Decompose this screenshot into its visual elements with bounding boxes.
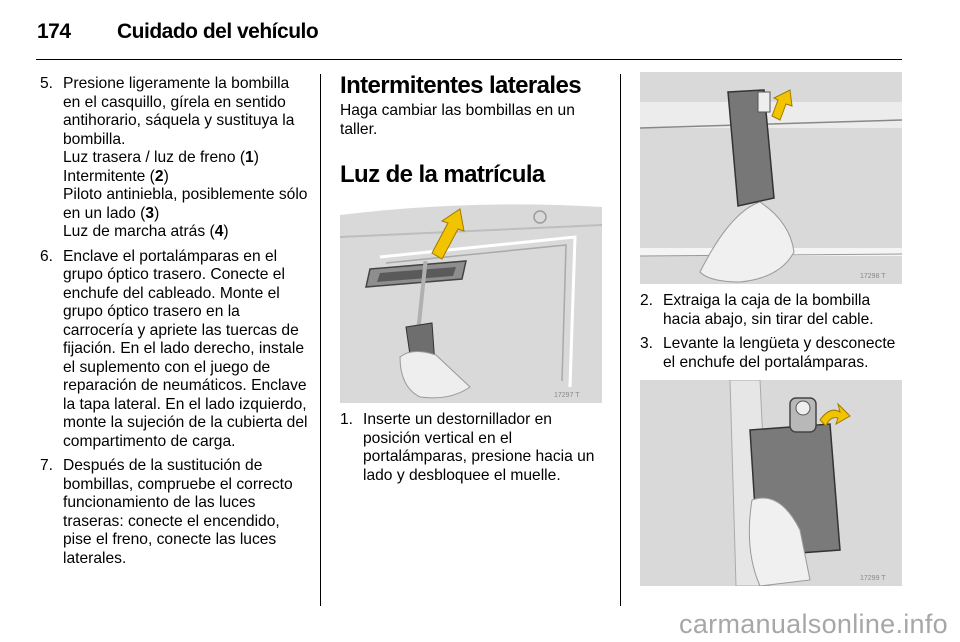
- step-text: Enclave el portalámparas en el grupo óptico trasero. Conecte el enchufe del cableado. Monte el grupo óptico trasero en la carrocería y apriete las tuercas de fijación. En el lado derecho, instale el suplemento con el juego de reparación de neumáticos. Enclave la tapa lateral. En el lado izquierdo, monte la sujeción de la cubierta del compartimento de carga.: [63, 247, 308, 450]
- step-text: Presione ligeramente la bombilla en el casquillo, gírela en sentido antihorario, sáquela y sustituya la bombilla.: [63, 75, 295, 148]
- step-number: 2.: [640, 292, 654, 309]
- step-3: [640, 335, 902, 372]
- bulb-housing-removal-figure: [640, 72, 902, 284]
- step-number: 6.: [40, 247, 54, 265]
- step-7: [40, 457, 308, 568]
- licence-plate-light-figure: [340, 197, 602, 403]
- step-1: [340, 411, 602, 485]
- bulb-fog: Piloto antiniebla, posiblemente sólo en un lado (3): [63, 186, 308, 222]
- step-number: 5.: [40, 75, 54, 92]
- header-rule: [36, 59, 902, 60]
- step-text: Después de la sustitución de bombillas, compruebe el correcto funcionamiento de las luces traseras: conecte el encendido, pise el freno, conecte las luces laterales.: [63, 457, 293, 567]
- column-middle: [340, 72, 602, 491]
- step-text: Inserte un destornillador en posición vertical en el portalámparas, presione hacia un lado y desbloquee el muelle.: [363, 411, 595, 484]
- bulb-rear-brake: Luz trasera / luz de freno (1): [63, 149, 259, 166]
- column-divider: [620, 74, 621, 606]
- step-number: 3.: [640, 335, 654, 352]
- section-heading: Intermitentes laterales: [340, 72, 581, 99]
- page-number: 174: [37, 20, 71, 43]
- section-intro: Haga cambiar las bombillas en un taller.: [340, 102, 575, 138]
- bulb-reverse: Luz de marcha atrás (4): [63, 223, 229, 240]
- step-2: [640, 292, 902, 329]
- step-text: Extraiga la caja de la bombilla hacia abajo, sin tirar del cable.: [663, 292, 874, 328]
- figure-code: 17297 T: [554, 392, 580, 399]
- column-right: [640, 72, 902, 594]
- bulb-indicator: Intermitente (2): [63, 167, 169, 185]
- step-5: [40, 75, 308, 242]
- page-title: Cuidado del vehículo: [117, 20, 319, 43]
- step-6: [40, 248, 308, 452]
- section-heading: Luz de la matrícula: [340, 161, 545, 188]
- figure-code: 17298 T: [860, 273, 886, 280]
- step-number: 1.: [340, 411, 354, 428]
- step-text: Levante la lengüeta y desconecte el enchufe del portalámparas.: [663, 335, 896, 371]
- step-number: 7.: [40, 457, 54, 474]
- watermark: carmanualsonline.info: [679, 609, 948, 639]
- column-left: [40, 75, 308, 574]
- connector-unplug-figure: [640, 380, 902, 586]
- column-divider: [320, 74, 321, 606]
- figure-code: 17299 T: [860, 575, 886, 582]
